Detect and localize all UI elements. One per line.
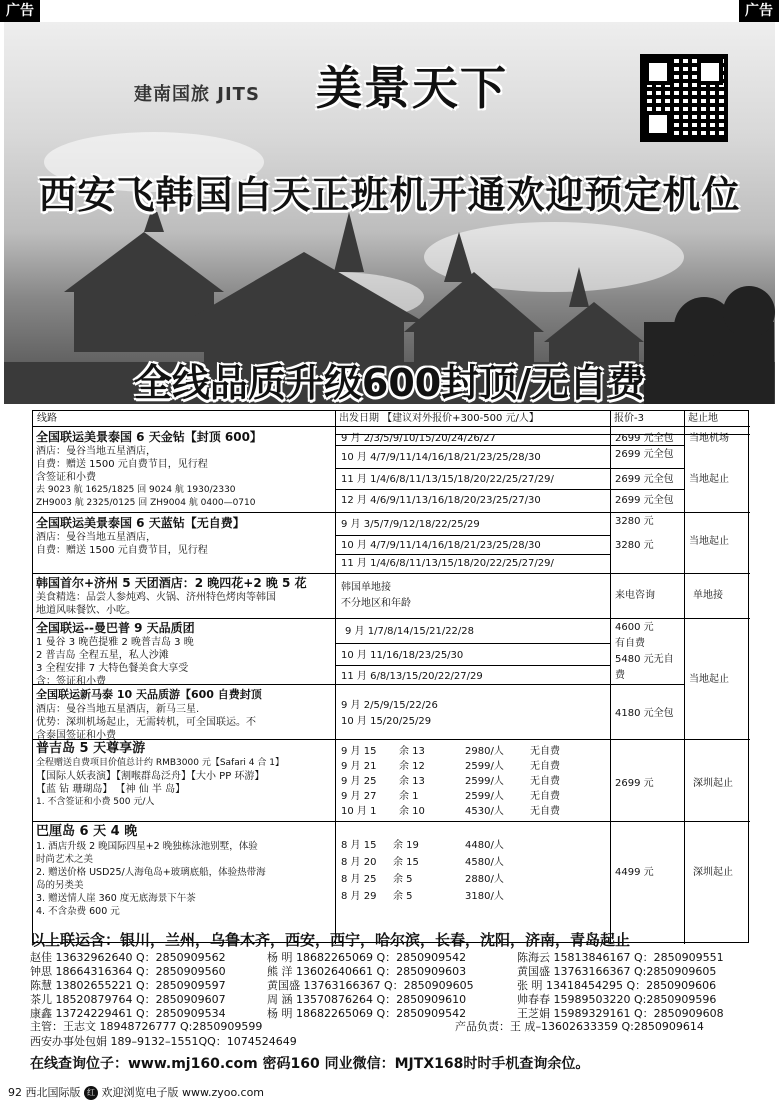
schedule-cell: 8 月 29 [341, 891, 377, 902]
manager: 主管：王志文 18948726777 Q:2850909599 [30, 1020, 263, 1033]
price-cell: 2699 元 [615, 778, 654, 789]
schedule-cell: 9 月 21 [341, 761, 377, 772]
footer [8, 1084, 264, 1100]
schedule-cell: 余 1 [399, 791, 419, 802]
route-1-line: 酒店：曼谷当地五星酒店， [36, 446, 156, 457]
route-7 [36, 824, 332, 918]
brand-logo: 建南国旅 JITS [134, 84, 260, 105]
ad-label-right: 广告 [739, 0, 779, 22]
route-5-line: 优势：深圳机场起止，无需转机，可全国联运。不 [36, 717, 256, 728]
schedule-cell: 4480/人 [465, 840, 504, 851]
contact-entry: 周 涵 13570876264 Q：2850909610 [267, 993, 467, 1006]
schedule-cell: 4580/人 [465, 857, 504, 868]
schedule-cell: 无自费 [530, 776, 560, 787]
xian-office: 西安办事处包娟 189–9132–1551QQ：1074524649 [30, 1035, 297, 1048]
schedule-cell: 余 10 [399, 806, 425, 817]
schedule-cell: 2599/人 [465, 791, 504, 802]
route-7-title: 巴厘岛 6 天 4 晚 [36, 824, 138, 839]
hero-banner [4, 22, 775, 404]
route-2-line: 自费：赠送 1500 元自费节目，见行程 [36, 545, 208, 556]
route-4-line: 1 曼谷 3 晚芭提雅 2 晚普吉岛 3 晚 [36, 637, 194, 648]
contact-entry: 赵佳 13632962640 Q：2850909562 [30, 951, 226, 964]
contact-entry: 熊 洋 13602640661 Q：2850909603 [267, 965, 467, 978]
price-cell: 4600 元 [615, 622, 654, 633]
route-5-title: 全国联运新马泰 10 天品质游【600 自费封顶 [36, 688, 262, 701]
route-6-line: 【国际人妖表演】【割喉群岛泛舟】【大小 PP 环游】 [36, 771, 265, 782]
origin-cell: 深圳起止 [693, 867, 733, 878]
ad-label-left: 广告 [0, 0, 40, 22]
date-row: 9 月 2/5/9/15/22/26 [341, 700, 438, 711]
schedule-cell: 2980/人 [465, 746, 504, 757]
contact-entry: 黄国盛 13763166367 Q：2850909605 [267, 979, 474, 992]
date-row: 9 月 2/3/5/9/10/15/20/24/26/27 [341, 433, 496, 444]
route-5-line: 含泰国签证和小费 [36, 730, 116, 741]
page-number: 92 [8, 1086, 22, 1099]
contact-entry: 王芝娟 15989329161 Q：2850909608 [517, 1007, 724, 1020]
route-1-line: 含签证和小费 [36, 472, 96, 483]
price-cell: 5480 元无自 [615, 654, 674, 665]
product-lead: 产品负责：王 成–13602633359 Q:2850909614 [455, 1020, 704, 1033]
route-4-line: 2 普吉岛 全程五星，私人沙滩 [36, 650, 169, 661]
header-origin: 起止地 [684, 411, 750, 427]
route-6-line: 1. 不含签证和小费 500 元/人 [36, 797, 155, 807]
route-6-line: 【蓝 钻 珊瑚岛】 【神 仙 半 岛】 [36, 784, 186, 795]
date-row: 9 月 3/5/7/9/12/18/22/25/29 [341, 519, 480, 530]
contact-entry: 茶儿 18520879764 Q：2850909607 [30, 993, 226, 1006]
date-row: 10 月 4/7/9/11/14/16/18/21/23/25/28/30 [341, 540, 541, 551]
contact-entry: 杨 明 18682265069 Q：2850909542 [267, 951, 467, 964]
date-row: 10 月 15/20/25/29 [341, 716, 432, 727]
price-cell: 3280 元 [615, 516, 654, 527]
price-cell: 2699 元全包 [615, 495, 674, 506]
route-6 [36, 741, 332, 809]
schedule-cell: 余 15 [393, 857, 419, 868]
route-3 [36, 575, 332, 617]
price-cell: 3280 元 [615, 540, 654, 551]
origin-cell: 当地起止 [689, 474, 729, 485]
origin-cell: 当地机场 [689, 433, 729, 444]
price-cell: 2699 元全包 [615, 433, 674, 444]
route-4-line: 3 全程安排 7 大特色餐美食大享受 [36, 663, 189, 674]
route-7-line: 2. 赠送价格 USD25/人海龟岛+玻璃底船，体验热带海 [36, 867, 266, 878]
date-row: 9 月 1/7/8/14/15/21/22/28 [345, 626, 475, 637]
headline: 西安飞韩国白天正班机开通欢迎预定机位 [38, 173, 741, 217]
date-row: 不分地区和年龄 [341, 598, 411, 609]
edition: 西北国际版 [25, 1086, 81, 1099]
contact-entry: 帅春春 15989503220 Q:2850909596 [517, 993, 717, 1006]
route-1 [36, 429, 332, 510]
route-4-title: 全国联运--曼巴普 9 天品质团 [36, 621, 195, 635]
route-2 [36, 515, 332, 557]
schedule-cell: 3180/人 [465, 891, 504, 902]
price-cell: 4180 元全包 [615, 708, 674, 719]
date-row: 11 月 6/8/13/15/20/22/27/29 [341, 671, 483, 682]
schedule-cell: 无自费 [530, 791, 560, 802]
route-4 [36, 620, 332, 688]
origin-cell: 单地接 [693, 590, 723, 601]
header-price: 报价-3 [610, 411, 684, 427]
schedule-cell: 余 19 [393, 840, 419, 851]
seal-icon: 红 [84, 1086, 98, 1100]
contact-entry: 杨 明 18682265069 Q：2850909542 [267, 1007, 467, 1020]
origin-cell: 当地起止 [689, 536, 729, 547]
origin-cell: 当地起止 [689, 674, 729, 685]
schedule-cell: 4530/人 [465, 806, 504, 817]
route-7-line: 4. 不含杂费 600 元 [36, 906, 120, 917]
route-7-line: 时尚艺术之美 [36, 854, 94, 865]
schedule-cell: 余 12 [399, 761, 425, 772]
schedule-cell: 2880/人 [465, 874, 504, 885]
route-1-line: ZH9003 航 2325/0125 回 ZH9004 航 0400—0710 [36, 498, 256, 508]
price-cell: 2699 元全包 [615, 449, 674, 460]
date-row: 11 月 1/4/6/8/11/13/15/18/20/22/25/27/29/ [341, 474, 554, 485]
schedule-cell: 无自费 [530, 806, 560, 817]
date-row: 11 月 1/4/6/8/11/13/15/18/20/22/25/27/29/ [341, 558, 554, 569]
schedule-cell: 余 13 [399, 746, 425, 757]
schedule-cell: 9 月 25 [341, 776, 377, 787]
schedule-cell: 无自费 [530, 746, 560, 757]
route-1-line: 自费：赠送 1500 元自费节目，见行程 [36, 459, 208, 470]
date-row: 10 月 4/7/9/11/14/16/18/21/23/25/28/30 [341, 452, 541, 463]
route-3-line: 美食精选：品尝人参炖鸡、火锅、济州特色烤肉等韩国 [36, 592, 276, 603]
route-7-line: 岛的另类美 [36, 880, 84, 891]
schedule-cell: 8 月 15 [341, 840, 377, 851]
brand-slogan: 美景天下 [316, 61, 508, 115]
schedule-cell: 余 13 [399, 776, 425, 787]
qr-code [640, 54, 728, 142]
schedule-cell: 9 月 27 [341, 791, 377, 802]
contact-entry: 陈海云 15813846167 Q：2850909551 [517, 951, 724, 964]
header-route: 线路 [33, 411, 335, 427]
route-5-line: 酒店：曼谷当地五星酒店，新马三星. [36, 704, 200, 715]
route-7-line: 1. 酒店升级 2 晚国际四星+2 晚独栋泳池别墅，体验 [36, 841, 258, 852]
price-cell: 来电咨询 [615, 590, 655, 601]
schedule-cell: 余 5 [393, 874, 413, 885]
route-2-title: 全国联运美景泰国 6 天蓝钻【无自费】 [36, 516, 245, 530]
contact-entry: 陈慧 13802655221 Q：2850909597 [30, 979, 226, 992]
date-row: 韩国单地接 [341, 582, 391, 593]
price-cell: 有自费 [615, 638, 645, 649]
website-line[interactable]: 在线查询位子：www.mj160.com 密码160 同业微信：MJTX168时时手机查询余位。 [30, 1056, 590, 1072]
schedule-cell: 余 5 [393, 891, 413, 902]
cities-line: 以上联运含：银川，兰州，乌鲁木齐，西安，西宁，哈尔滨，长春，沈阳，济南，青岛起止 [30, 931, 631, 949]
contact-entry: 黄国盛 13763166367 Q:2850909605 [517, 965, 717, 978]
route-1-line: 去 9023 航 1625/1825 回 9024 航 1930/2330 [36, 485, 236, 495]
origin-cell: 深圳起止 [693, 778, 733, 789]
route-6-title: 普吉岛 5 天尊享游 [36, 741, 146, 756]
price-cell: 4499 元 [615, 867, 654, 878]
date-row: 12 月 4/6/9/11/13/16/18/20/23/25/27/30 [341, 495, 541, 506]
contact-entry: 张 明 13418454295 Q：2850909606 [517, 979, 717, 992]
schedule-cell: 10 月 1 [341, 806, 377, 817]
route-7-line: 3. 赠送情人崖 360 度无底海景下午茶 [36, 893, 196, 904]
route-4-line: 含：签证和小费 [36, 676, 106, 687]
route-3-title: 韩国首尔+济州 5 天团酒店：2 晚四花+2 晚 5 花 [36, 576, 307, 590]
schedule-cell: 2599/人 [465, 776, 504, 787]
route-3-line: 地道风味餐饮、小吃。 [36, 605, 136, 616]
price-cell: 费 [615, 670, 625, 681]
schedule-cell: 9 月 15 [341, 746, 377, 757]
welcome-link[interactable]: 欢迎浏览电子版 www.zyoo.com [101, 1086, 265, 1099]
schedule-cell: 8 月 20 [341, 857, 377, 868]
route-2-line: 酒店：曼谷当地五星酒店， [36, 532, 156, 543]
tour-table [32, 410, 749, 943]
price-cell: 2699 元全包 [615, 474, 674, 485]
route-1-title: 全国联运美景泰国 6 天金钻【封顶 600】 [36, 430, 262, 444]
contact-entry: 康鑫 13724229461 Q：2850909534 [30, 1007, 226, 1020]
route-6-line: 全程赠送自费项目价值总计约 RMB3000 元【Safari 4 合 1】 [36, 758, 284, 768]
schedule-cell: 无自费 [530, 761, 560, 772]
slogan: 全线品质升级600封顶/无自费 [133, 361, 646, 405]
route-5 [36, 687, 332, 742]
date-row: 10 月 11/16/18/23/25/30 [341, 650, 464, 661]
schedule-cell: 2599/人 [465, 761, 504, 772]
header-dates: 出发日期 【建议对外报价+300-500 元/人】 [335, 411, 610, 427]
contact-entry: 钟思 18664316364 Q：2850909560 [30, 965, 226, 978]
schedule-cell: 8 月 25 [341, 874, 377, 885]
